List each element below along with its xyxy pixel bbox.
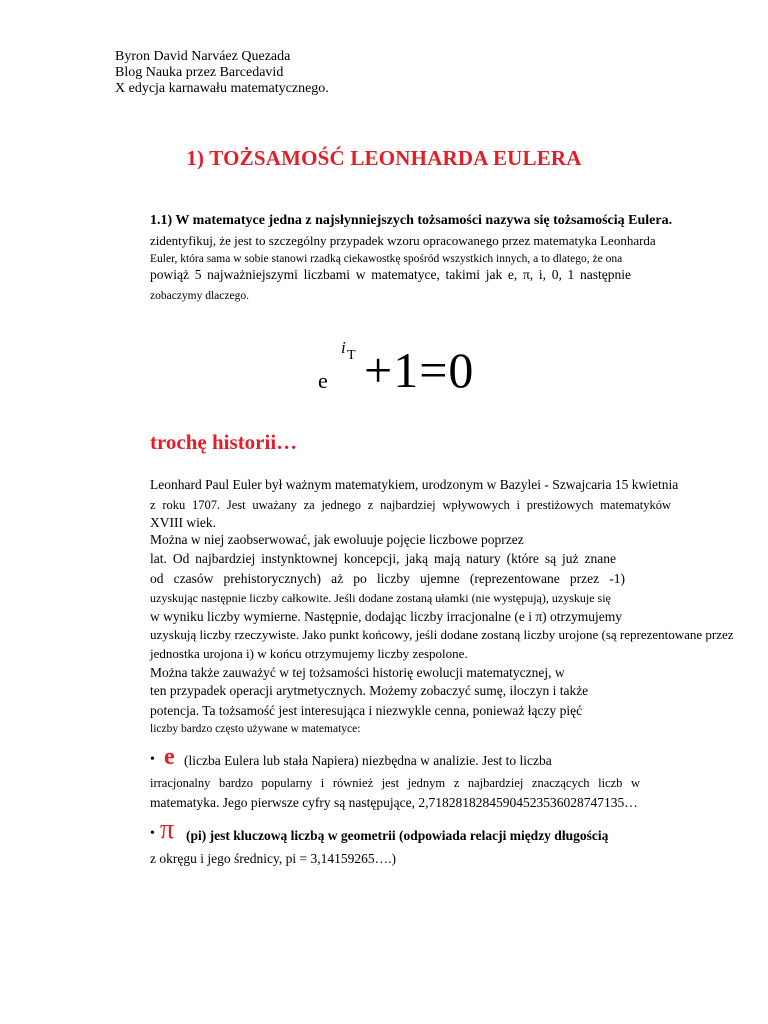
history-line: jednostka urojona i) w końcu otrzymujemy liczby zespolone. bbox=[150, 646, 468, 661]
pi-symbol: π bbox=[160, 814, 175, 845]
history-line: z roku 1707. Jest uważany za jednego z najbardziej wpływowych i prestiżowych matematyków bbox=[150, 498, 671, 512]
history-line: liczby bardzo często używane w matematyce: bbox=[150, 723, 361, 735]
formula-exponent-pi: T bbox=[347, 348, 356, 363]
author-name: Byron David Narváez Quezada bbox=[115, 49, 291, 64]
e-description-line: (liczba Eulera lub stała Napiera) niezbędna w analizie. Jest to liczba bbox=[184, 753, 552, 768]
bullet-dot: • bbox=[150, 826, 155, 841]
intro-line: zobaczymy dlaczego. bbox=[150, 290, 249, 302]
intro-line: Euler, która sama w sobie stanowi rzadką ciekawostkę spośród wszystkich innych, a to dlatego, że ona bbox=[150, 253, 623, 265]
intro-line: powiąż 5 najważniejszymi liczbami w matematyce, takimi jak e, π, i, 0, 1 następnie bbox=[150, 267, 631, 282]
history-line: XVIII wiek. bbox=[150, 515, 216, 530]
page-title: 1) TOŻSAMOŚĆ LEONHARDA EULERA bbox=[186, 146, 582, 170]
history-line: Można w niej zaobserwować, jak ewoluuje pojęcie liczbowe poprzez bbox=[150, 532, 524, 547]
e-description-line: irracjonalny bardzo popularny i również jest jednym z najbardziej znaczących liczb w bbox=[150, 776, 640, 790]
history-line: ten przypadek operacji arytmetycznych. Możemy zobaczyć sumę, iloczyn i także bbox=[150, 683, 589, 698]
history-heading: trochę historii… bbox=[150, 430, 298, 454]
pi-description-line: z okręgu i jego średnicy, pi = 3,14159265….) bbox=[150, 851, 396, 866]
history-line: uzyskując następnie liczby całkowite. Jeśli dodane zostaną ułamki (nie występują), uzyskuje się bbox=[150, 591, 611, 605]
intro-heading: 1.1) W matematyce jedna z najsłynniejszych tożsamości nazywa się tożsamością Eulera. bbox=[150, 213, 673, 228]
edition-line: X edycja karnawału matematycznego. bbox=[115, 81, 329, 96]
history-line: uzyskują liczby rzeczywiste. Jako punkt końcowy, jeśli dodane zostaną liczby urojone (są reprezentowane przez bbox=[150, 627, 734, 642]
pi-description-line: (pi) jest kluczową liczbą w geometrii (odpowiada relacji między długością bbox=[186, 828, 609, 843]
formula-exponent-i: i bbox=[341, 338, 346, 357]
bullet-dot: • bbox=[150, 752, 155, 767]
history-line: potencja. Ta tożsamość jest interesująca i niezwykle cenna, ponieważ łączy pięć bbox=[150, 703, 583, 718]
history-line: od czasów prehistorycznych) aż po liczby ujemne (reprezentowane przez -1) bbox=[150, 571, 625, 586]
history-line: lat. Od najbardziej instynktownej koncepcji, jaką mają natury (które są już znane bbox=[150, 551, 616, 566]
e-description-line: matematyka. Jego pierwsze cyfry są następujące, 2,71828182845904523536028747135… bbox=[150, 795, 638, 810]
history-line: w wyniku liczby wymierne. Następnie, dodając liczby irracjonalne (e i π) otrzymujemy bbox=[150, 609, 623, 624]
formula-base: e bbox=[318, 368, 328, 393]
history-line: Można także zauważyć w tej tożsamości historię ewolucji matematycznej, w bbox=[150, 665, 565, 680]
history-line: Leonhard Paul Euler był ważnym matematykiem, urodzonym w Bazylei - Szwajcaria 15 kwietnia bbox=[150, 477, 679, 492]
euler-identity-formula bbox=[314, 338, 504, 402]
intro-line: zidentyfikuj, że jest to szczególny przypadek wzoru opracowanego przez matematyka Leonharda bbox=[150, 233, 656, 248]
e-symbol: e bbox=[164, 744, 175, 770]
formula-rest: +1=0 bbox=[364, 342, 475, 398]
blog-name: Blog Nauka przez Barcedavid bbox=[115, 65, 284, 80]
